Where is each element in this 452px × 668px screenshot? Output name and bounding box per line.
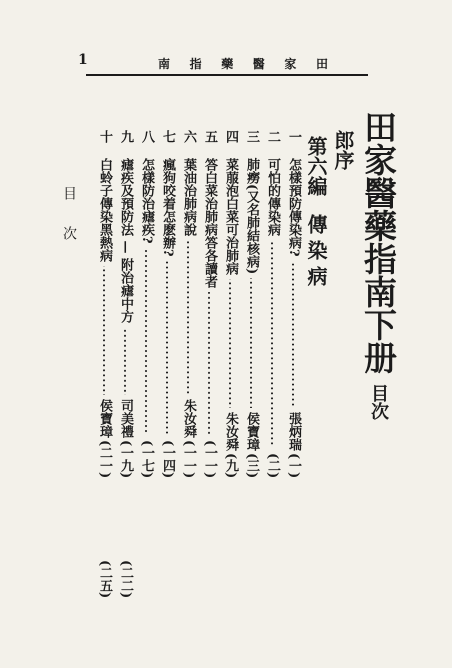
section-heading [303,136,329,292]
toc-entry-author: 朱汝舜 [181,398,196,438]
running-title-char: 藥 [221,57,234,71]
toc-entry-body [95,158,113,478]
toc-entry-body [158,158,176,478]
toc-extra-page-ref: (二五) [97,560,112,599]
toc-entry [116,130,134,510]
toc-entry-page: (一九) [118,439,133,478]
toc-leader-dots [145,248,147,434]
toc-leader-dots [124,327,126,395]
toc-entry [200,130,218,510]
section-label: 第六編 [304,136,328,196]
toc-leader-dots [208,292,210,434]
toc-entry-number: 十 [97,130,112,143]
toc-entry [221,130,239,510]
book-title [358,110,398,420]
toc-entry-author: 張炳瑞 [286,411,301,451]
toc-entry-number: 八 [139,130,154,143]
book-title-suffix: 目次 [368,384,389,420]
toc-entry-number: 六 [181,130,196,143]
running-title-char: 南 [158,57,171,71]
toc-entry-page: (三) [244,452,259,478]
toc-leader-dots [292,261,294,408]
toc-entry-number: 一 [286,130,301,143]
toc-entry-body [221,158,239,478]
book-title-text: 田家醫藥指南下册 [359,110,398,374]
section-title: 傳染病 [304,214,328,292]
toc-entry-author: 侯寶璋 [244,411,259,451]
toc-entry-number: 四 [223,130,238,143]
toc-entry-page: (一四) [160,439,175,478]
toc-leader-dots [229,279,231,408]
toc-entry [242,130,260,510]
header-page-number: 1 [78,52,88,68]
toc-entry-body [263,158,281,478]
toc-entry-title: 瘧疾及預防法 — 附治瘧中方 [118,158,133,324]
toc-entry-body [179,158,197,478]
toc-entry-title: 菜菔泡白菜可治肺病 [223,158,238,275]
toc-entry-page: (二一) [97,439,112,478]
toc-leader-dots [103,266,105,395]
toc-entry-page: (一七) [139,439,154,478]
running-title-char: 家 [284,57,297,71]
toc-entry-title: 白蛉子傳染黑熱病 [97,158,112,262]
toc-entry-body [284,158,302,478]
toc-entry [95,130,113,510]
side-label-1: 目 [61,186,77,200]
toc-entry-body [137,158,155,478]
toc-leader-dots [166,261,168,434]
running-title [158,55,328,72]
toc-leader-dots [271,240,273,447]
toc-entry-body [242,158,260,478]
toc-entry [158,130,176,510]
side-label-2: 次 [61,226,77,240]
toc-entry-title: 怎樣預防傳染病? [286,158,301,257]
toc-entry-page: (一) [286,452,301,478]
running-title-char: 指 [189,57,202,71]
toc-entry-number: 九 [118,130,133,143]
toc-entry-title: 怎樣防治瘧疾? [139,158,154,244]
toc-entry-page: (一一) [181,439,196,478]
toc-entry-number: 五 [202,130,217,143]
toc-leader-dots [187,240,189,395]
running-title-char: 醫 [252,57,265,71]
toc-entry-title: 可怕的傳染病 [265,158,280,236]
toc-entry-body [200,158,218,478]
toc-entry-number: 二 [265,130,280,143]
toc-entry-page: (一一) [202,439,217,478]
toc-entry-page: (二) [265,452,280,478]
preface-heading: 郎序 [331,130,355,170]
toc-entry-author: 司美禮 [118,398,133,438]
toc-entry [179,130,197,510]
toc-entry-title: 瘋狗咬着怎麽辦? [160,158,175,257]
toc-entry [263,130,281,510]
toc-entry [284,130,302,510]
header-rule [86,74,368,76]
toc-entry-page: (九) [223,452,238,478]
running-title-char: 田 [315,57,328,71]
toc-extra-page-ref: (二二) [118,560,133,599]
toc-entry-number: 七 [160,130,175,143]
toc-leader-dots [250,278,252,407]
running-header [78,44,360,84]
toc-entry-author: 侯寶璋 [97,398,112,438]
toc-entry-body [116,158,134,478]
toc-entry-title: 肺癆(又名肺結核病) [244,158,259,275]
toc-entry [137,130,155,510]
toc-entry-title: 答白菜治肺病答各讀者 [202,158,217,288]
toc-entry-number: 三 [244,130,259,143]
toc-entry-title: 葉油治肺病說 [181,158,196,236]
toc-entry-author: 朱汝舜 [223,411,238,451]
